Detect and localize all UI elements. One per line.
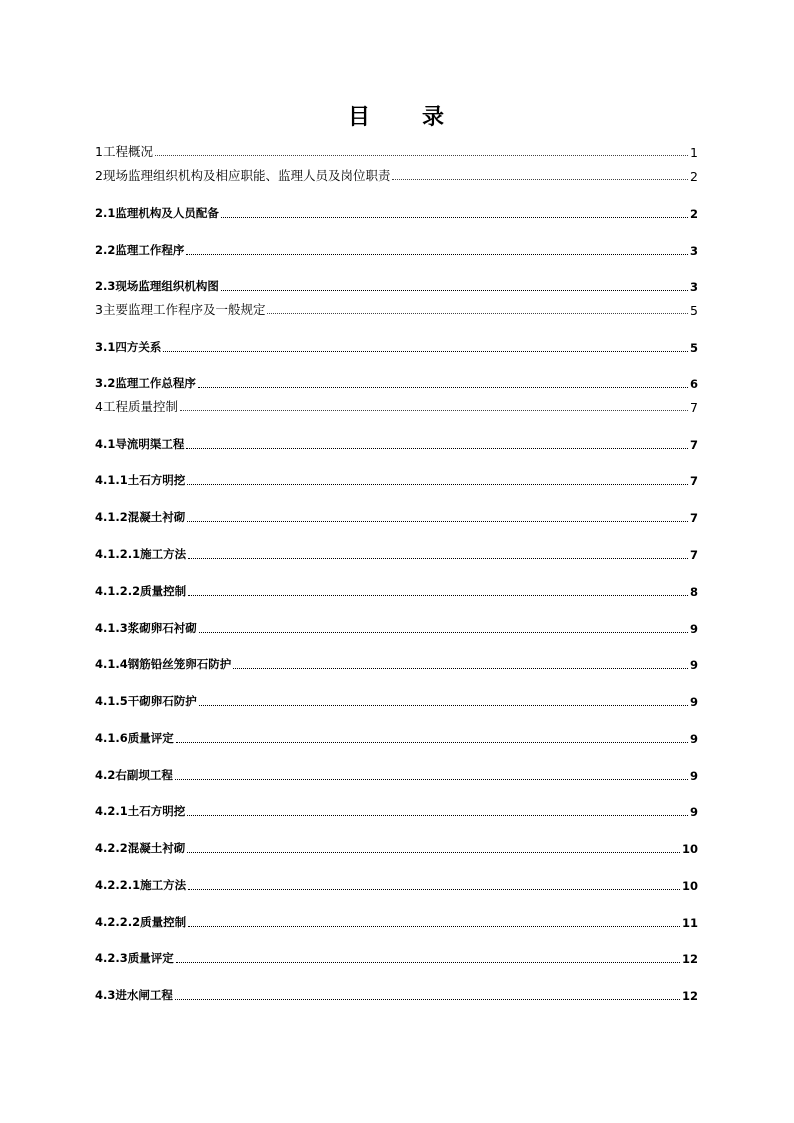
toc-entry-page-number: 7 [690, 400, 698, 415]
toc-dot-leader [175, 999, 680, 1000]
toc-entry-page-number: 2 [689, 207, 698, 221]
toc-dot-leader [221, 290, 688, 291]
toc-dot-leader [233, 668, 688, 669]
toc-entry-label: 1工程概况 [95, 144, 153, 159]
toc-entry[interactable] [95, 875, 698, 893]
toc-entry-page-number: 7 [689, 474, 698, 488]
toc-entry-page-number: 2 [690, 169, 698, 184]
toc-entry-label: 4.2.3质量评定 [95, 951, 174, 965]
toc-dot-leader [199, 632, 688, 633]
toc-entry-page-number: 10 [681, 879, 698, 893]
toc-dot-leader [155, 155, 688, 156]
toc-entry[interactable] [95, 276, 698, 294]
toc-entry-page-number: 7 [689, 548, 698, 562]
toc-entry-label: 4工程质量控制 [95, 399, 178, 414]
toc-title [0, 100, 794, 131]
toc-entry[interactable] [95, 581, 698, 599]
toc-entry-page-number: 9 [689, 695, 698, 709]
toc-entry-label: 2.3现场监理组织机构图 [95, 279, 219, 293]
toc-dot-leader [188, 558, 688, 559]
toc-entry[interactable] [95, 300, 698, 318]
toc-entry-page-number: 9 [689, 622, 698, 636]
toc-dot-leader [188, 595, 688, 596]
toc-entry-label: 4.2.2.2质量控制 [95, 915, 187, 929]
toc-entry-page-number: 9 [689, 805, 698, 819]
toc-entry-label: 2.1监理机构及人员配备 [95, 206, 219, 220]
toc-entry-page-number: 9 [689, 732, 698, 746]
toc-dot-leader [175, 779, 688, 780]
toc-entry-label: 4.2.2混凝土衬砌 [95, 841, 186, 855]
toc-entry[interactable] [95, 618, 698, 636]
toc-entry[interactable] [95, 166, 698, 184]
toc-entry[interactable] [95, 728, 698, 746]
toc-entry-page-number: 8 [689, 585, 698, 599]
toc-entry-label: 4.2.2.1施工方法 [95, 878, 187, 892]
toc-entry-page-number: 9 [689, 658, 698, 672]
toc-entry-label: 4.1.5干砌卵石防护 [95, 694, 197, 708]
toc-entry[interactable] [95, 434, 698, 452]
toc-entry-label: 4.1.2混凝土衬砌 [95, 510, 186, 524]
toc-entry[interactable] [95, 765, 698, 783]
toc-entry[interactable] [95, 948, 698, 966]
toc-entry-page-number: 5 [690, 303, 698, 318]
toc-entry-page-number: 12 [681, 989, 698, 1003]
toc-dot-leader [187, 852, 680, 853]
toc-dot-leader [267, 313, 688, 314]
toc-entry[interactable] [95, 985, 698, 1003]
toc-entry[interactable] [95, 337, 698, 355]
toc-entry-label: 3主要监理工作程序及一般规定 [95, 302, 266, 317]
toc-entry-page-number: 7 [689, 511, 698, 525]
toc-entry-page-number: 7 [689, 438, 698, 452]
toc-entry[interactable] [95, 912, 698, 930]
toc-entry[interactable] [95, 240, 698, 258]
toc-entry[interactable] [95, 203, 698, 221]
toc-title-char-1: 目 [347, 105, 372, 130]
toc-entry-page-number: 6 [689, 377, 698, 391]
toc-entry-page-number: 5 [689, 341, 698, 355]
toc-dot-leader [176, 962, 680, 963]
toc-entry-label: 4.1.2.1施工方法 [95, 547, 187, 561]
toc-entry[interactable] [95, 397, 698, 415]
toc-entry-label: 4.3进水闸工程 [95, 988, 173, 1002]
toc-dot-leader [187, 521, 688, 522]
toc-dot-leader [221, 217, 688, 218]
toc-entry-label: 2.2监理工作程序 [95, 243, 185, 257]
toc-entry[interactable] [95, 142, 698, 160]
toc-entry[interactable] [95, 654, 698, 672]
toc-entry-page-number: 12 [681, 952, 698, 966]
toc-entry-page-number: 11 [681, 916, 698, 930]
toc-entry-label: 4.1.4钢筋铅丝笼卵石防护 [95, 657, 232, 671]
toc-entry[interactable] [95, 801, 698, 819]
toc-entry[interactable] [95, 470, 698, 488]
toc-title-char-2: 录 [422, 105, 447, 130]
toc-entry-label: 3.1四方关系 [95, 340, 162, 354]
toc-entry[interactable] [95, 507, 698, 525]
toc-entry-label: 4.2右副坝工程 [95, 768, 173, 782]
toc-entry-label: 4.1.1土石方明挖 [95, 473, 186, 487]
toc-entry[interactable] [95, 373, 698, 391]
toc-entry-page-number: 10 [681, 842, 698, 856]
toc-dot-leader [163, 351, 688, 352]
toc-dot-leader [186, 448, 688, 449]
toc-dot-leader [186, 254, 688, 255]
toc-entry-page-number: 3 [689, 280, 698, 294]
toc-entry[interactable] [95, 691, 698, 709]
toc-dot-leader [198, 387, 688, 388]
toc-dot-leader [187, 815, 688, 816]
toc-entry-label: 2现场监理组织机构及相应职能、监理人员及岗位职责 [95, 168, 391, 183]
toc-entry-label: 4.2.1土石方明挖 [95, 804, 186, 818]
toc-entry-label: 4.1.2.2质量控制 [95, 584, 187, 598]
toc-dot-leader [180, 410, 688, 411]
toc-dot-leader [176, 742, 688, 743]
toc-entry-page-number: 3 [689, 244, 698, 258]
toc-entry[interactable] [95, 838, 698, 856]
toc-entry-label: 4.1导流明渠工程 [95, 437, 185, 451]
toc-dot-leader [199, 705, 688, 706]
toc-entry-label: 4.1.6质量评定 [95, 731, 174, 745]
toc-dot-leader [392, 179, 688, 180]
toc-entry[interactable] [95, 544, 698, 562]
toc-entry-label: 3.2监理工作总程序 [95, 376, 196, 390]
toc-entry-page-number: 9 [689, 769, 698, 783]
toc-dot-leader [188, 926, 680, 927]
toc-entry-label: 4.1.3浆砌卵石衬砌 [95, 621, 197, 635]
toc-dot-leader [187, 484, 688, 485]
toc-dot-leader [188, 889, 680, 890]
toc-entry-page-number: 1 [690, 145, 698, 160]
